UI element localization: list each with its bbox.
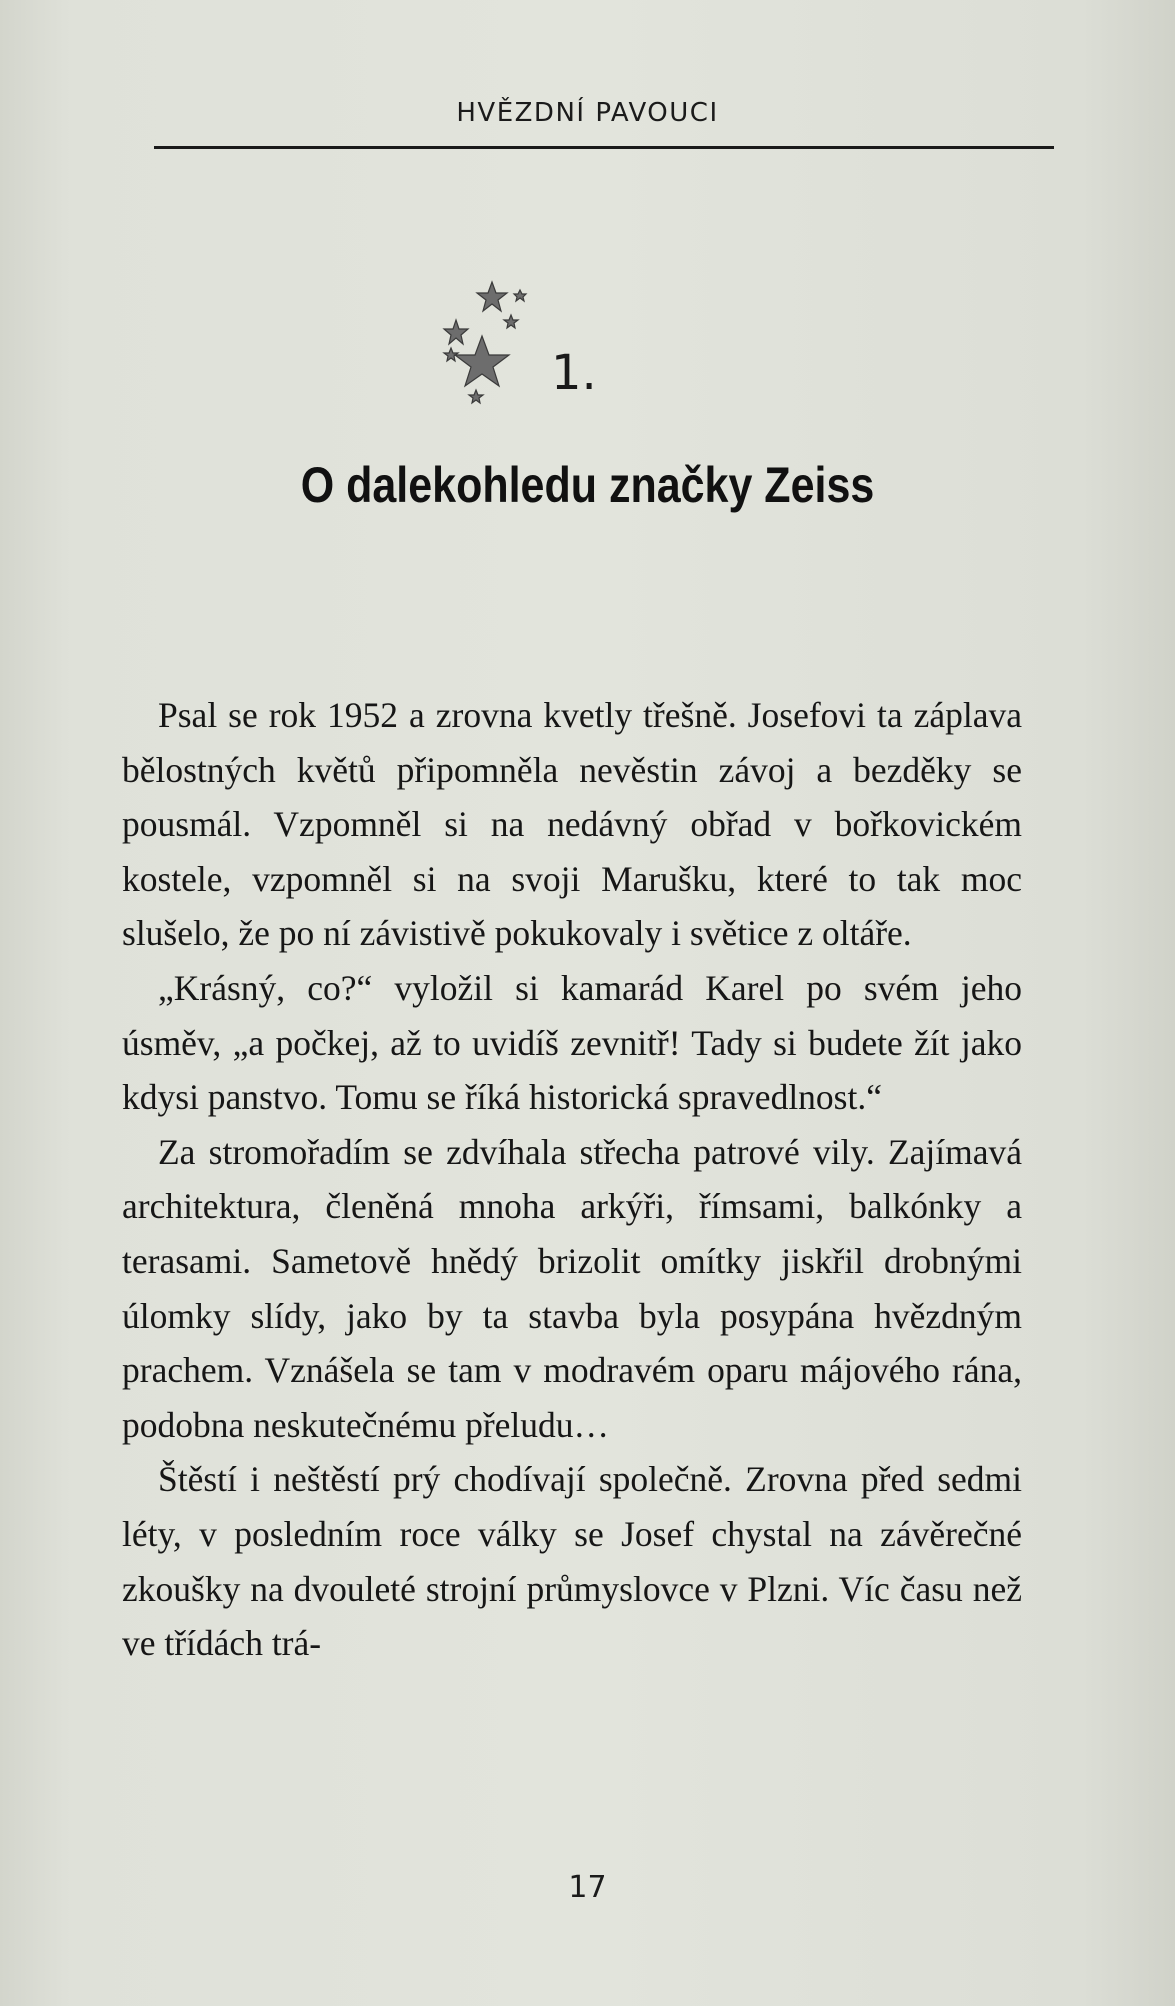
page-number: 17: [568, 1870, 607, 1905]
header-rule: [154, 146, 1054, 149]
running-head: HVĚZDNÍ PAVOUCI: [456, 98, 719, 128]
paragraph: Za stromořadím se zdvíhala střecha patrové vily. Zajímavá architektura, členěná mnoha arkýři, římsami, balkónky a terasami. Sametově hnědý brizolit omítky jiskřil drobnými úlomky slídy, jako by ta stavba byla posypána hvězdným prachem. Vznášela se tam v modravém oparu májového rána, podobna neskutečnému přeludu…: [122, 1131, 1022, 1445]
star-icon: [477, 282, 507, 311]
paragraph: Štěstí i neštěstí prý chodívají společně. Zrovna před sedmi léty, v posledním roce války se Josef chystal na závěrečné zkoušky na dvouleté strojní průmyslovce v Plzni. Víc času než ve třídách trá-: [122, 1459, 1022, 1664]
paragraph: „Krásný, co?“ vyložil si kamarád Karel po svém jeho úsměv, „a počkej, až to uvidíš zevnitř! Tady si budete žít jako kdysi panstvo. Tomu se říká historická spravedlnost.“: [122, 967, 1022, 1118]
chapter-title: O dalekohledu značky Zeiss: [300, 457, 875, 513]
paragraph: Psal se rok 1952 a zrovna kvetly třešně. Josefovi ta záplava bělostných květů připomněla nevěstin závoj a bezděky se pousmál. Vzpomněl si na nedávný obřad v bořkovickém kostele, vzpomněl si na svoji Marušku, které to tak moc slušelo, že po ní závistivě pokukovaly i světice z oltáře.: [122, 695, 1022, 954]
star-icon: [504, 315, 518, 328]
star-icon: [514, 290, 526, 301]
star-icon: [469, 390, 483, 403]
star-icon: [444, 320, 468, 344]
chapter-number: 1.: [551, 345, 597, 401]
chapter-body: [122, 688, 1022, 1671]
